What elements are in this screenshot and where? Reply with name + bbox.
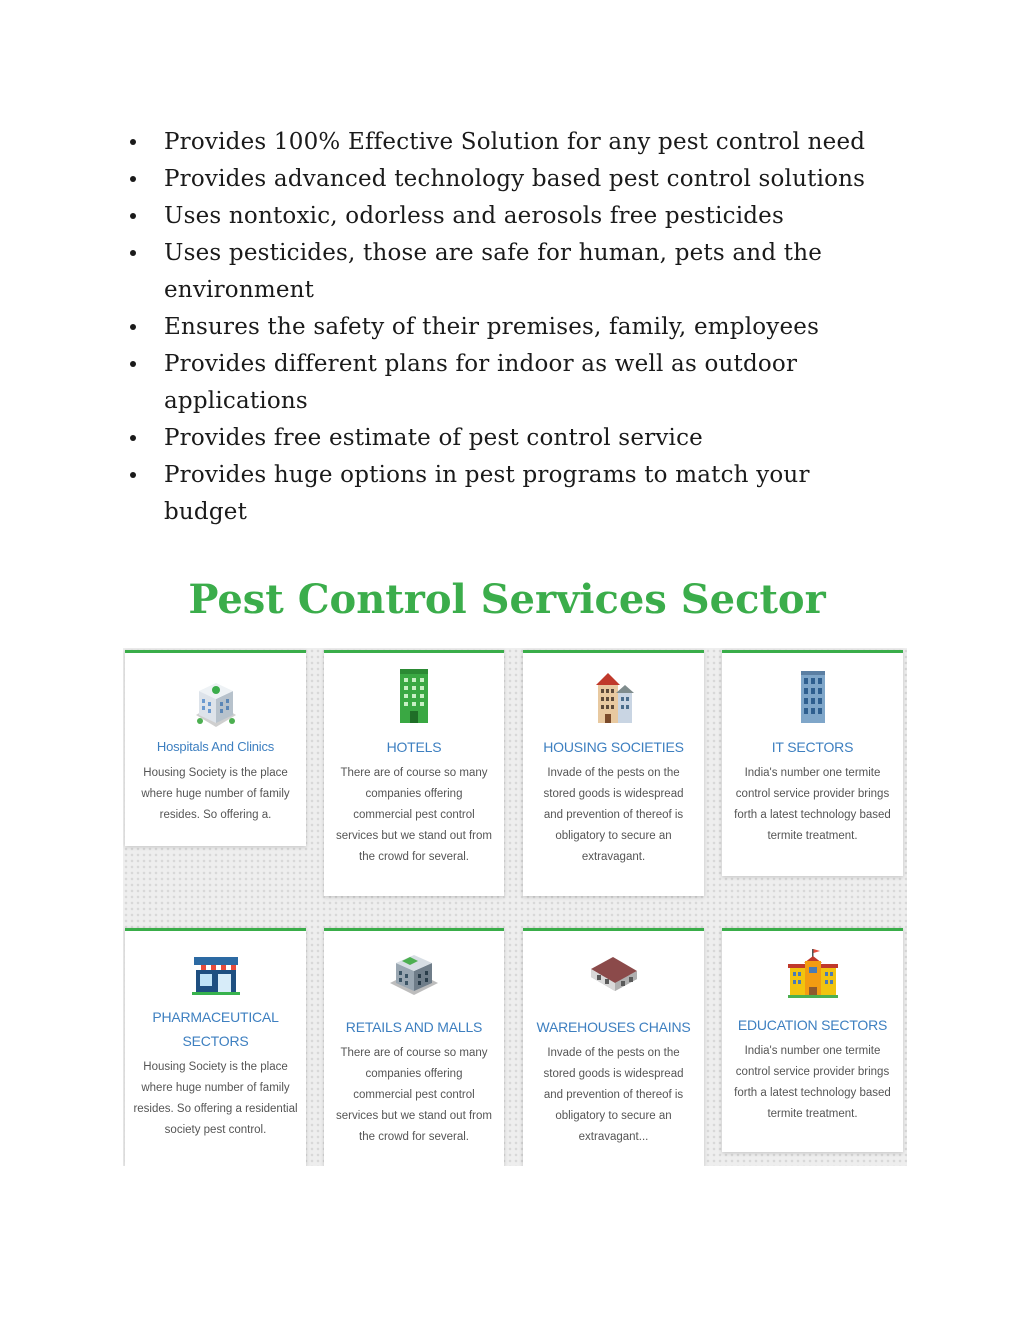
pharmacy-store-icon bbox=[192, 953, 240, 997]
hospital-building-icon bbox=[191, 673, 241, 733]
card-text: Housing Society is the place where huge number of family resides. So offering a residential society pest control. bbox=[133, 1061, 298, 1136]
school-building-icon bbox=[788, 949, 838, 999]
feature-list bbox=[130, 124, 890, 531]
list-item: Uses pesticides, those are safe for human, pets and the environment bbox=[130, 235, 890, 309]
card-text: India's number one termite control service provider brings forth a latest technology based termite treatment. bbox=[734, 767, 891, 842]
list-item: Uses nontoxic, odorless and aerosols free pesticides bbox=[130, 198, 890, 235]
sector-card-education[interactable] bbox=[722, 928, 903, 1152]
mall-building-icon bbox=[388, 949, 440, 999]
list-item: Provides huge options in pest programs to match your budget bbox=[130, 457, 890, 531]
sector-card-retails-malls[interactable] bbox=[324, 928, 504, 1166]
list-item: Provides 100% Effective Solution for any pest control need bbox=[130, 124, 890, 161]
card-text: There are of course so many companies offering commercial pest control services but we stand out from the crowd for several. bbox=[336, 767, 492, 863]
list-item: Ensures the safety of their premises, family, employees bbox=[130, 309, 890, 346]
bullet-dot bbox=[130, 324, 136, 330]
card-text: There are of course so many companies offering commercial pest control services but we stand out from the crowd for several. bbox=[336, 1047, 492, 1143]
card-title: PHARMACEUTICAL SECTORS bbox=[152, 1009, 279, 1049]
card-title: WAREHOUSES CHAINS bbox=[536, 1019, 691, 1035]
list-item: Provides free estimate of pest control service bbox=[130, 420, 890, 457]
card-text: Invade of the pests on the stored goods is widespread and prevention of thereof is obligatory to secure an extravagant. bbox=[543, 767, 684, 863]
card-title: EDUCATION SECTORS bbox=[737, 1017, 888, 1033]
bullet-dot bbox=[130, 250, 136, 256]
sector-card-hospitals[interactable] bbox=[125, 650, 306, 846]
sector-card-pharmaceutical[interactable] bbox=[125, 928, 306, 1166]
sector-card-hotels[interactable] bbox=[324, 650, 504, 896]
section-heading: Pest Control Services Sector bbox=[188, 576, 826, 623]
card-title: RETAILS AND MALLS bbox=[345, 1019, 483, 1035]
sector-card-housing-societies[interactable] bbox=[523, 650, 704, 896]
warehouse-icon bbox=[587, 951, 641, 999]
list-item: Provides advanced technology based pest control solutions bbox=[130, 161, 890, 198]
bullet-dot bbox=[130, 176, 136, 182]
hotel-building-icon bbox=[398, 669, 430, 725]
bullet-dot bbox=[130, 361, 136, 367]
bullet-dot bbox=[130, 472, 136, 478]
list-item: Provides different plans for indoor as well as outdoor applications bbox=[130, 346, 890, 420]
card-title: Hospitals And Clinics bbox=[156, 739, 275, 754]
card-title: HOUSING SOCIETIES bbox=[543, 739, 684, 755]
card-title: HOTELS bbox=[386, 739, 442, 755]
sectors-panel bbox=[123, 648, 907, 1166]
bullet-dot bbox=[130, 213, 136, 219]
sector-card-it-sectors[interactable] bbox=[722, 650, 903, 876]
housing-building-icon bbox=[594, 669, 634, 725]
card-text: India's number one termite control service provider brings forth a latest technology based termite treatment. bbox=[734, 1045, 891, 1120]
bullet-dot bbox=[130, 435, 136, 441]
card-text: Housing Society is the place where huge number of family resides. So offering a. bbox=[141, 767, 290, 821]
office-tower-icon bbox=[798, 669, 828, 725]
sector-card-warehouses[interactable] bbox=[523, 928, 704, 1166]
card-text: Invade of the pests on the stored goods is widespread and prevention of thereof is obligatory to secure an extravagant... bbox=[543, 1047, 684, 1143]
bullet-dot bbox=[130, 139, 136, 145]
card-title: IT SECTORS bbox=[771, 739, 854, 755]
